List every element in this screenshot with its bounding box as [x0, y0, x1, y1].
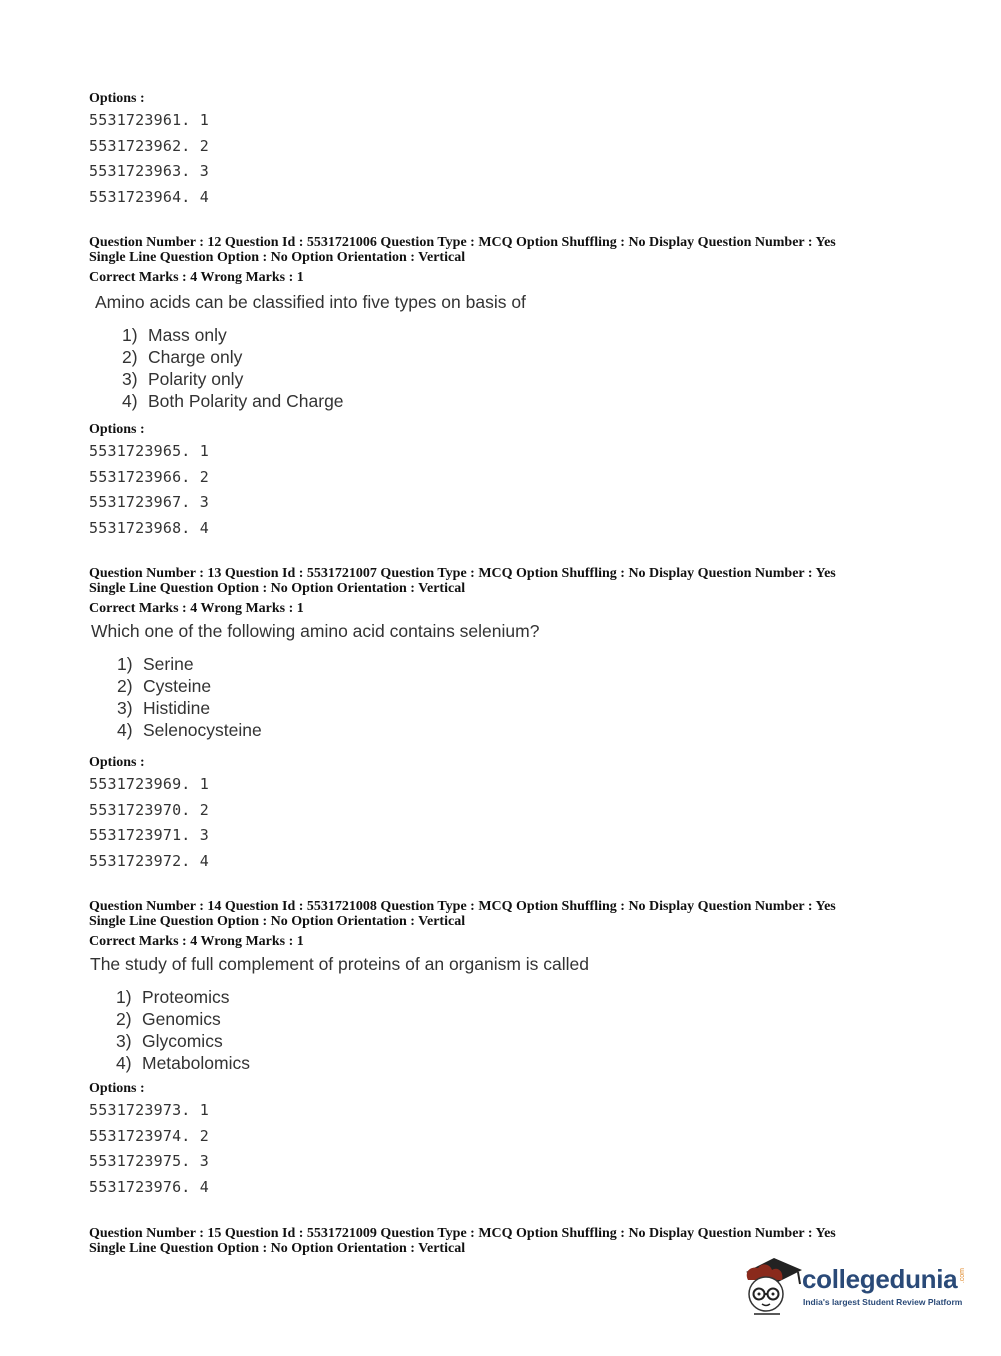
option-id: 5531723976. 4: [89, 1177, 209, 1196]
question-header: Question Number : 12 Question Id : 5531721006 Question Type : MCQ Option Shuffling : No Display Question Number : Yes: [89, 235, 836, 250]
option-id: 5531723971. 3: [89, 826, 209, 844]
options-block: [89, 755, 209, 874]
question-13: [89, 566, 836, 870]
option-id: 5531723973. 1: [89, 1101, 209, 1119]
question-15: [89, 1226, 836, 1256]
question-subheader: Single Line Question Option : No Option Orientation : Vertical: [89, 1241, 466, 1256]
choice-item: 3) Polarity only: [122, 369, 244, 389]
question-header: Question Number : 15 Question Id : 5531721009 Question Type : MCQ Option Shuffling : No Display Question Number : Yes: [89, 1226, 836, 1241]
choice-item: 1) Serine: [117, 654, 194, 674]
question-subheader: Single Line Question Option : No Option Orientation : Vertical: [89, 914, 466, 929]
choice-item: 2) Cysteine: [117, 676, 212, 696]
options-block-q11: [89, 91, 209, 210]
question-12: [89, 235, 836, 537]
options-label: Options :: [89, 755, 145, 770]
options-label: Options :: [89, 1081, 145, 1096]
marks-line: Correct Marks : 4 Wrong Marks : 1: [89, 601, 304, 616]
option-id: 5531723972. 4: [89, 851, 209, 870]
marks-line: Correct Marks : 4 Wrong Marks : 1: [89, 270, 304, 285]
question-stem: Amino acids can be classified into five types on basis of: [95, 292, 526, 312]
option-id: 5531723969. 1: [89, 775, 209, 793]
question-header: Question Number : 14 Question Id : 5531721008 Question Type : MCQ Option Shuffling : No Display Question Number : Yes: [89, 899, 836, 914]
option-id: 5531723975. 3: [89, 1152, 209, 1170]
choice-list: [117, 653, 262, 741]
choice-list: [116, 986, 250, 1074]
choice-item: 4) Both Polarity and Charge: [122, 391, 344, 411]
choice-item: 3) Histidine: [117, 698, 211, 718]
choice-item: 2) Charge only: [122, 347, 243, 367]
choice-item: 2) Genomics: [116, 1009, 221, 1029]
question-subheader: Single Line Question Option : No Option Orientation : Vertical: [89, 250, 466, 265]
options-label: Options :: [89, 91, 145, 106]
option-id: 5531723966. 2: [89, 467, 209, 486]
logo-tagline: India's largest Student Review Platform: [803, 1297, 963, 1307]
marks-line: Correct Marks : 4 Wrong Marks : 1: [89, 934, 304, 949]
option-id: 5531723967. 3: [89, 493, 209, 511]
options-label: Options :: [89, 422, 145, 437]
option-id: 5531723964. 4: [89, 187, 209, 206]
logo-suffix: .com: [959, 1268, 966, 1284]
option-id: 5531723965. 1: [89, 442, 209, 460]
question-stem: Which one of the following amino acid contains selenium?: [91, 621, 540, 641]
choice-item: 1) Proteomics: [116, 987, 230, 1007]
option-id: 5531723974. 2: [89, 1126, 209, 1145]
question-subheader: Single Line Question Option : No Option Orientation : Vertical: [89, 581, 466, 596]
option-id: 5531723968. 4: [89, 518, 209, 537]
collegedunia-logo: [740, 1250, 970, 1320]
choice-item: 1) Mass only: [122, 325, 227, 345]
choice-item: 3) Glycomics: [116, 1031, 223, 1051]
mascot-icon: [740, 1250, 804, 1320]
question-14: [89, 899, 836, 1196]
question-header: Question Number : 13 Question Id : 5531721007 Question Type : MCQ Option Shuffling : No Display Question Number : Yes: [89, 566, 836, 581]
choice-item: 4) Metabolomics: [116, 1053, 250, 1073]
option-id: 5531723963. 3: [89, 162, 209, 180]
option-id: 5531723962. 2: [89, 136, 209, 155]
options-block: [89, 1081, 209, 1200]
choice-list: [122, 324, 344, 412]
choice-item: 4) Selenocysteine: [117, 720, 262, 740]
question-stem: The study of full complement of proteins of an organism is called: [90, 954, 589, 974]
logo-wordmark: collegedunia: [802, 1264, 958, 1294]
option-id: 5531723970. 2: [89, 800, 209, 819]
options-block: [89, 422, 209, 541]
option-id: 5531723961. 1: [89, 111, 209, 129]
